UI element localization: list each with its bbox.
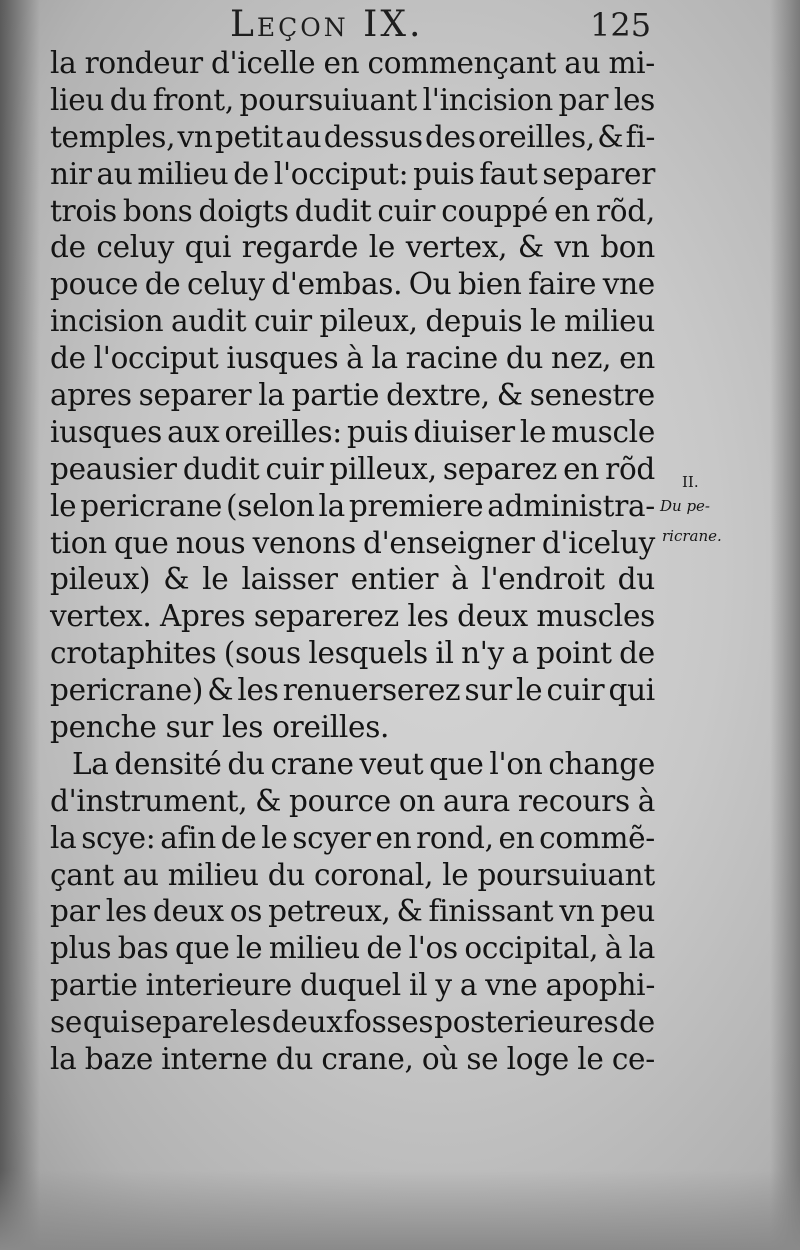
text-line: nir au milieu de l'occiput: puis faut separer <box>50 156 655 191</box>
text-line: la baze interne du crane, où se loge le ce- <box>50 1042 655 1077</box>
text-line: plus bas que le milieu de l'os occipital, à la <box>50 931 655 966</box>
text-line: de celuy qui regarde le vertex, & vn bon <box>50 230 655 265</box>
text-line: lieu du front, poursuiuant l'incision par les <box>50 82 655 117</box>
bottom-shadow <box>0 1170 800 1250</box>
marginal-note-number: II. <box>682 473 699 491</box>
text-line: la scye: afin de le scyer en rond, en commẽ- <box>50 820 655 855</box>
text-line: temples, vn petit au dessus des oreilles, & fi- <box>50 119 655 154</box>
text-line: pericrane) & les renuerserez sur le cuir qui <box>50 673 655 708</box>
text-line: penche sur les oreilles. <box>50 710 390 745</box>
text-line: La densité du crane veut que l'on change <box>72 746 655 781</box>
marginal-note-text: Du pe- <box>660 497 711 515</box>
text-line: pileux) & le laisser entier à l'endroit du <box>50 562 655 597</box>
page-number: 125 <box>590 6 652 44</box>
marginal-note <box>660 470 750 548</box>
text-line: le pericrane (selon la premiere administra- <box>50 488 655 523</box>
edge-shadow <box>770 0 800 1250</box>
text-line: crotaphites (sous lesquels il n'y a point de <box>50 636 655 671</box>
marginal-note-text: ricrane. <box>662 527 722 545</box>
page-header <box>0 4 800 44</box>
text-line: pouce de celuy d'embas. Ou bien faire vne <box>50 267 655 302</box>
body-text <box>50 45 655 1078</box>
text-line: vertex. Apres separerez les deux muscles <box>50 599 655 634</box>
text-line: d'instrument, & pource on aura recours à <box>50 783 655 818</box>
text-line: tion que nous venons d'enseigner d'iceluy <box>50 525 655 560</box>
text-line: iusques aux oreilles: puis diuiser le muscle <box>50 414 655 449</box>
text-line: se qui separe les deux fosses posterieures de <box>50 1005 655 1040</box>
text-line: partie interieure duquel il y a vne apophi- <box>50 968 655 1003</box>
text-line: apres separer la partie dextre, & senestre <box>50 378 655 413</box>
text-line: de l'occiput iusques à la racine du nez, en <box>50 341 655 376</box>
running-title: Leçon IX. <box>230 4 424 45</box>
gutter-shadow <box>0 0 40 1250</box>
text-line: peausier dudit cuir pilleux, separez en rõd <box>50 451 655 486</box>
text-line: la rondeur d'icelle en commençant au mi- <box>50 46 655 80</box>
text-line: incision audit cuir pileux, depuis le milieu <box>50 304 655 339</box>
text-line: par les deux os petreux, & finissant vn peu <box>50 894 655 929</box>
text-line: trois bons doigts dudit cuir couppé en rõd, <box>50 193 655 228</box>
text-line: çant au milieu du coronal, le poursuiuant <box>50 857 655 892</box>
